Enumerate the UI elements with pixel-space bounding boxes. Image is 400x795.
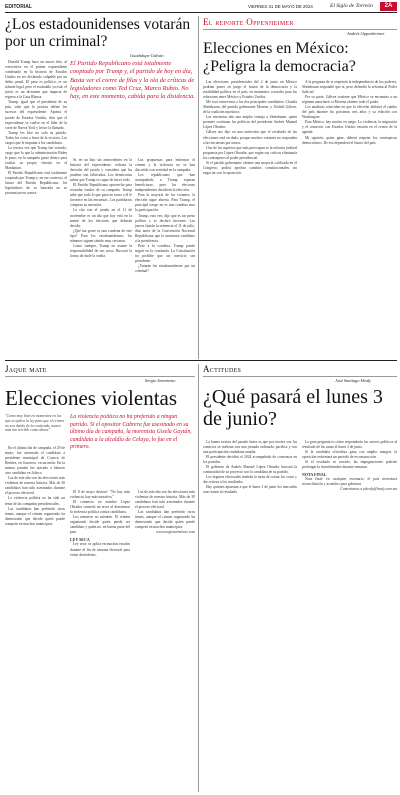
- paragraph: Mi opinión: quien gane, deberá respetar los contrapesos democráticos. De eso dependerá el futuro del país.: [302, 135, 397, 145]
- paragraph: Si la candidata oficialista gana con amplio margen, la oposición enfrentará un periodo de reconstrucción.: [302, 450, 397, 460]
- paragraph: Los órganos electorales tendrán la tarea de contar los votos y dar certeza a los resultados.: [203, 475, 297, 485]
- paragraph: Las propuestas para enfrentar el crimen y la violencia no se han discutido con seriedad en la campaña.: [135, 158, 195, 173]
- oppenheimer-author: Andrés Oppenheimer: [347, 31, 385, 36]
- paragraph: Nota final: en cualquier escenario, el país necesitará reconciliación y acuerdos para gobernar.: [302, 477, 397, 487]
- actitudes-kicker-rule: [203, 376, 397, 377]
- paragraph: Me tocó entrevistar a los dos principales candidatos: Claudia Sheinbaum, del partido gobernante Morena, y Xóchitl Gálvez, de la coalición opositora.: [203, 100, 297, 115]
- paragraph: Donald Trump hace un nuevo hito, al convertirse en el primer expresidente condenado en la historia de Estados Unidos en ser declarado culpable por un delito penal. El peso es político, es un trámite legal, pero el escándalo ya está, el juicio es un dictamen que impacta de regreso a la Casa Blanca.: [5, 60, 67, 100]
- oppenheimer-kicker-rule: [203, 29, 397, 30]
- oppenheimer-column-1: [203, 80, 297, 356]
- jaque-headline: Elecciones violentas: [5, 386, 178, 410]
- actitudes-author: José Santiago Healy: [335, 378, 372, 383]
- paragraph: Las encuestas dan una amplia ventaja a Sheinbaum, quien promete continuar las políticas del presidente Andrés Manuel López Obrador.: [203, 115, 297, 130]
- page-number-badge: 2A: [380, 2, 397, 11]
- paragraph: Gálvez me dijo en una entrevista que el resultado de las elecciones está en duda, porque muchos votantes no responden a las encuestas por temor.: [203, 130, 297, 145]
- oppenheimer-headline: Elecciones en México: ¿Peligra la democracia?: [203, 40, 356, 75]
- column-divider-bottom: [198, 364, 199, 792]
- jaque-kicker: Jaque mate: [5, 364, 47, 374]
- paragraph: Si, en un hito sin antecedentes en la historia del expresidente, rechaza la decisión del jurado y considera que las pruebas son fabricadas. Los demócratas saben que Trump es capaz de hacer todo.: [70, 158, 132, 183]
- jaque-column-3: [135, 490, 195, 791]
- editorial-column-3: [135, 158, 195, 355]
- paragraph: Si el partido gobernante obtiene una mayoría calificada en el Congreso, podría aprobar cambios constitucionales sin negociar con la oposición.: [203, 160, 297, 175]
- paragraph: Trump, esta vez, dijo que es un preso político y se declaró inocente. Los jueces fijarán la sentencia el 11 de julio, días antes de la Convención Nacional Republicana que lo nominará candidato a la presidencia.: [135, 213, 195, 243]
- paragraph: Las candidatas han preferido otros temas, aunque el crimen organizado ha demostrado que decide quién puede competir en muchos municipios.: [135, 510, 195, 530]
- paragraph: A la pregunta de si respetará la independencia de los poderes, Sheinbaum respondió que sí, pero defendió la reforma al Poder Judicial.: [302, 80, 397, 95]
- paragraph: Si el resultado es cerrado, las impugnaciones podrían prolongar la incertidumbre durante semanas.: [302, 460, 397, 470]
- paragraph: Hay quienes apuestan a que el lunes 3 de junio los mercados reaccionen al resultado.: [203, 485, 297, 495]
- actitudes-column-1: [203, 440, 297, 791]
- paragraph: La cita con el jurado en el 11 de noviembre es un día que hoy está en la mente de los electores que deberán decidir.: [70, 208, 132, 228]
- jaque-column-2: [70, 490, 130, 791]
- jaque-column-1: [5, 446, 65, 791]
- paragraph: Los republicanos que han acompañado a Trump esperan beneficiarse, pero los electores independientes decidirán la elección.: [135, 173, 195, 193]
- paragraph: ¿Votarán los estadounidenses por un criminal?: [135, 263, 195, 274]
- paragraph: El comercio en nombre López Obrador cometió un error al desestimar la violencia política contra candidatos.: [70, 500, 130, 515]
- paragraph: El 8 de mayo declaró: "No hay más violencia, hay más narrativa.": [70, 490, 130, 500]
- paragraph: La violencia política no ha sido un tema de las campañas presidenciales.: [5, 496, 65, 506]
- paragraph: Pese a la condena, Trump puede seguir en la contienda. La Constitución no prohíbe que un convicto sea presidente.: [135, 243, 195, 263]
- actitudes-contact: Comentarios a jshealy@healy.com.mx: [340, 487, 397, 492]
- paragraph: Las candidatas han preferido otros temas, aunque el crimen organizado ha demostrado que decide quién puede competir en muchos municipios.: [5, 506, 65, 526]
- editorial-headline: ¿Los estadounidenses votarán por un criminal?: [5, 16, 191, 50]
- actitudes-column-2: [302, 440, 397, 791]
- jaque-kicker-rule: [5, 376, 195, 377]
- editorial-highlight: El Partido Republicano está totalmente cooptado por Trump y, el partido de hoy en día, Basta ver el cierre de filas y la ola de críticas de legisladores como Ted Cruz, Marco Rubio. No hay, en este momento, cabida para la disidencia.: [70, 60, 195, 101]
- oppenheimer-kicker: El reporte Oppenheimer: [203, 17, 294, 27]
- paragraph: El Partido Republicano aprovecha para recaudar fondos de su campaña. Trump sabe que todo lo que pasa en torno a él le favorece en las encuestas. Los partidarios compran su narrativa.: [70, 183, 132, 208]
- paragraph: El presidente decidirá el 2024 acompañado de consensos en los partidos.: [203, 455, 297, 465]
- section-label: EDITORIAL: [5, 4, 32, 10]
- paragraph: El gobierno de Andrés Manuel López Obrador buscará la continuidad de su proyecto con la candidata de su partido.: [203, 465, 297, 475]
- paragraph: En el último día de campaña, el 29 de mayo, fue asesinado el candidato a presidente municipal de Coyuca de Benítez, en Guerrero, en un mitin. En la misma jornada fue atacado a balazos otro candidato en Jalisco.: [5, 446, 65, 476]
- jaque-highlight: La violencia política no ha preferido a ningún partido. Si el opositor Cabrera fue asesinado en su último día de campaña, la morenista Gisela Gaytán, candidata a la alcaldía de Celaya, lo fue en el primero.: [70, 414, 192, 451]
- ley-seca-subhead: LEY SECA: [70, 537, 90, 543]
- paragraph: Ley seca: se aplica en muchos estados durante el fin de semana electoral para evitar desórdenes.: [70, 542, 130, 557]
- actitudes-kicker: Actitudes: [203, 364, 242, 374]
- paragraph: Para la mayoría de los votantes, la elección sigue abierta. Para Trump, el principal riesgo no es una condena sino la participación.: [135, 193, 195, 213]
- paragraph: Para México, hay mucho en juego. La violencia, la migración y el comercio con Estados Unidos estarán en el centro de la agenda.: [302, 120, 397, 135]
- paragraph: ¿Qué tan grave es una condena de este tipo? Para los estadounidenses, los números siguen siendo muy cercanos.: [70, 228, 132, 243]
- editorial-author: Guadalupe Galván: [130, 53, 164, 58]
- paragraph: Las elecciones presidenciales del 2 de junio en México podrían poner en juego el futuro de la democracia y la estabilidad política en el país, en momentos cruciales para las relaciones entre México y Estados Unidos.: [203, 80, 297, 100]
- editorial-column-2: [70, 158, 132, 355]
- masthead-rule: [5, 12, 397, 13]
- horizontal-divider: [5, 360, 397, 361]
- date-label: VIERNES 31 DE MAYO DE 2024: [248, 4, 313, 9]
- column-divider-top: [198, 16, 199, 359]
- paper-name: El Siglo de Torreón: [330, 3, 373, 9]
- paragraph: Los analistas coinciden en que la elección definirá el rumbo del país durante los próximos seis años y su relación con Washington.: [302, 105, 397, 120]
- jaque-author: Sergio Sarmiento: [145, 378, 176, 383]
- paragraph: Las de este año son las elecciones más violentas de nuestra historia. Más de 30 candidatos han sido asesinados durante el proceso electoral.: [5, 476, 65, 496]
- jaque-quote: "Como muy bien en momentos en los que se aplica la ley para que el crimen no sea dueño de la contienda, nunca más tan terrible como ahora": [5, 414, 65, 433]
- paragraph: Como siempre, Trump no asume la responsabilidad de sus actos. Buscará la forma de darle la vuelta.: [70, 243, 132, 258]
- paragraph: Las de este año son las elecciones más violentas de nuestra historia. Más de 30 candidatos han sido asesinados durante el proceso electoral.: [135, 490, 195, 510]
- oppenheimer-column-2: [302, 80, 397, 356]
- paragraph: Trump, igual que el presidente de su país, sabe que la justicia define los sucesos del expresidente. Apunta el jurado de Estados Unidos, dice que el expresidente se vuelve en el líder de la corte de Nueva York y lector la llamada.: [5, 100, 67, 130]
- paragraph: Por su parte, Gálvez sostiene que México se encamina a un régimen autoritario si Morena obtiene todo el poder.: [302, 95, 397, 105]
- paragraph: Uno de los aspectos que más preocupan es la reforma judicial propuesta por López Obrador, que según sus críticos eliminaría los contrapesos al poder presidencial.: [203, 145, 297, 160]
- paragraph: Trump les hice no solo su partido. Todos los votos a favor de la victoria. Los cargos que le imputan a los candidatos.: [5, 130, 67, 145]
- actitudes-headline: ¿Qué pasará el lunes 3 de junio?: [203, 386, 383, 430]
- paragraph: La gran pregunta es cómo responderán los actores políticos al resultado de las urnas el lunes 3 de junio.: [302, 440, 397, 450]
- editorial-column-1: [5, 60, 67, 355]
- nota-final-subhead: NOTA FINAL: [302, 472, 327, 478]
- paragraph: Los números no mienten. El crimen organizado decide quién puede ser candidato y quién no, en buena parte del país.: [70, 515, 130, 535]
- jaque-website: www.sergiosarmiento.com: [156, 530, 195, 535]
- paragraph: La tercera vez que Trump fue vencido, cargo que lo que la administración Biden le puso; en la campaña gastó dinero para ocultar su propio vínculo en el Manhattan.: [5, 145, 67, 170]
- paragraph: El Partido Republicano está totalmente cooptado por Trump y, en ese contexto, el futuro del Partido Republicano, los legisladores de su bancada no se pronuncian en contra.: [5, 171, 67, 196]
- paragraph: La buena noticia del pasado lunes es que por tercera vez los comicios se realizan con una jornada ordenada, pacífica y con una participación ciudadana amplia.: [203, 440, 297, 455]
